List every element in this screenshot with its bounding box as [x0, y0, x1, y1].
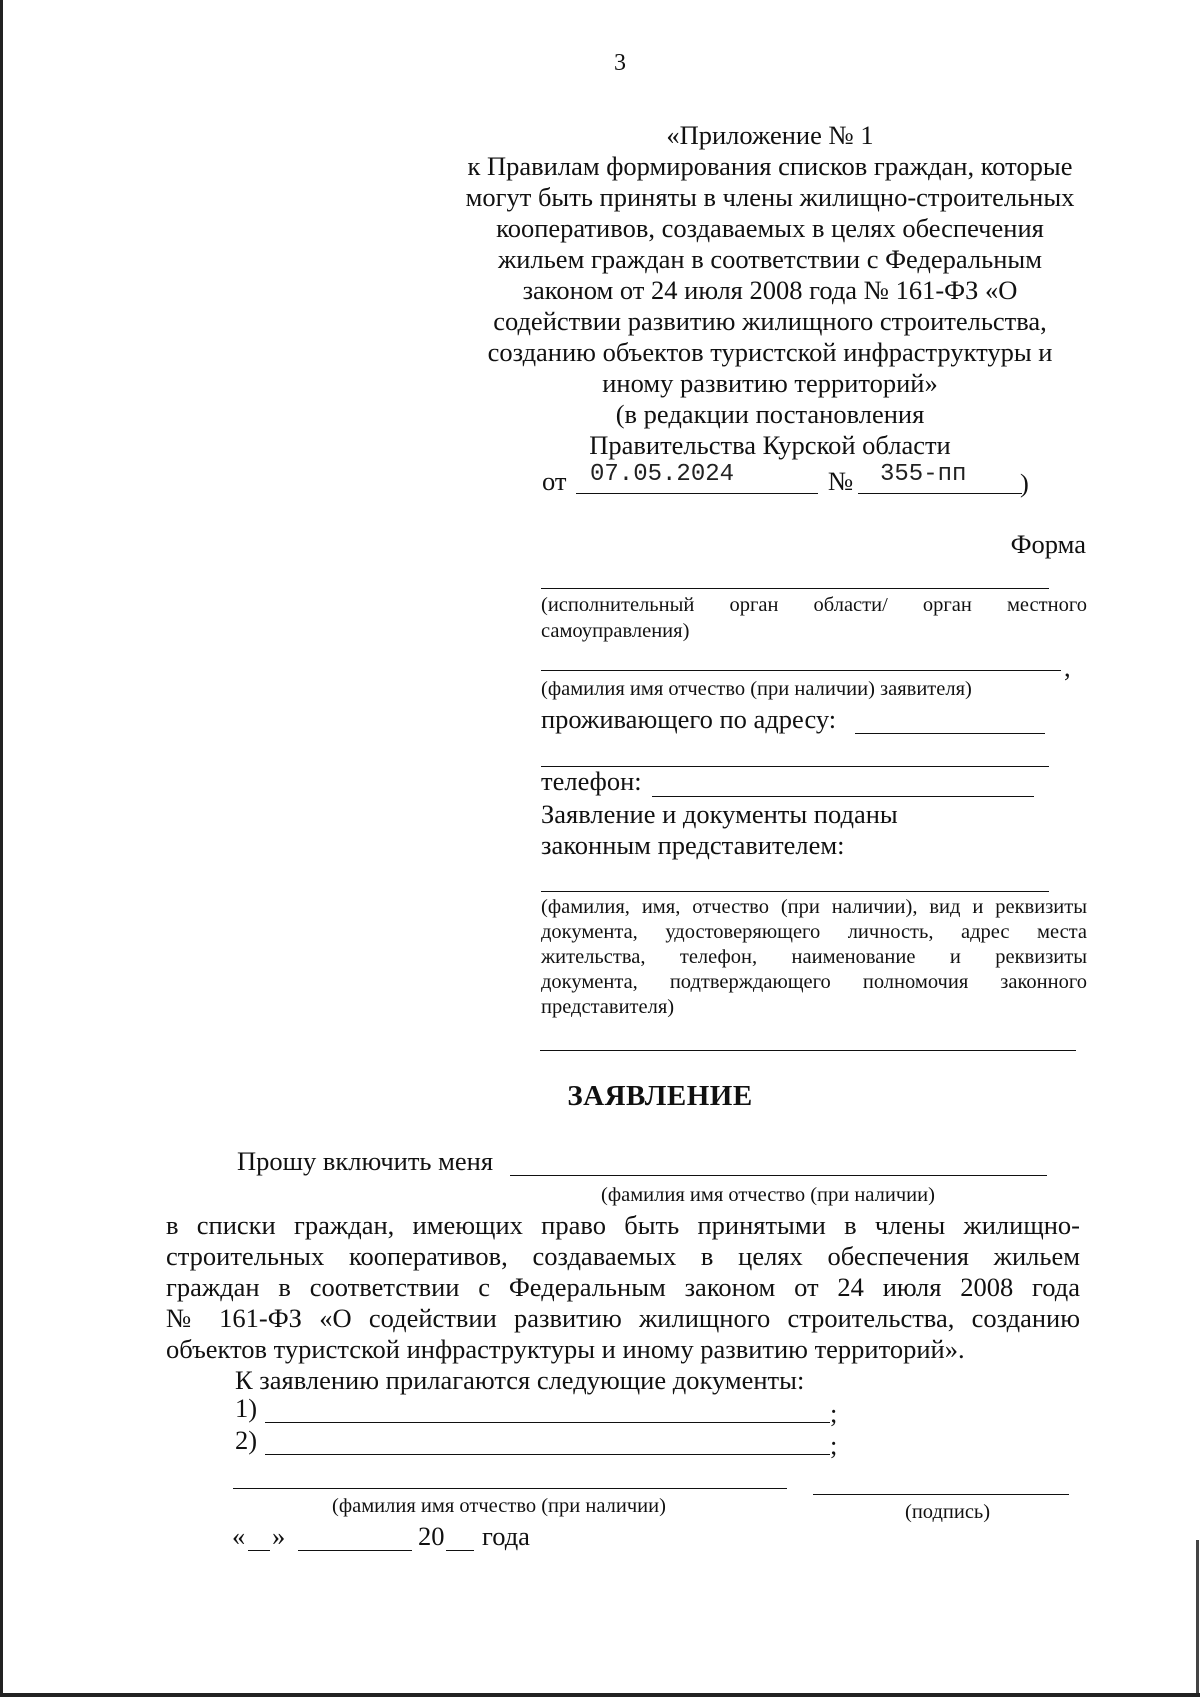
request-fio-caption: (фамилия имя отчество (при наличии) [601, 1184, 935, 1206]
resolution-close-paren: ) [1020, 468, 1029, 498]
resolution-number-line [858, 493, 1022, 494]
representative-caption-line: представителя) [541, 996, 675, 1018]
statement-body-line: в списки граждан, имеющих право быть принятыми в члены жилищно- [166, 1210, 1080, 1240]
representative-caption-line: жительства, телефон, наименование и реквизиты [541, 946, 1087, 968]
annex-line: жильем граждан в соответствии с Федеральным [498, 244, 1042, 274]
statement-body-line: строительных кооперативов, создаваемых в целях обеспечения жильем [166, 1241, 1080, 1271]
annex-line: законом от 24 июля 2008 года № 161-ФЗ «О [522, 275, 1018, 305]
applicant-fio-line[interactable] [541, 670, 1061, 671]
representative-caption-line: документа, подтверждающего полномочия законного [541, 971, 1087, 993]
attachment-1-end: ; [830, 1398, 838, 1428]
applicant-comma: , [1064, 652, 1071, 682]
annex-line: содействии развитию жилищного строительства, [493, 306, 1047, 336]
resolution-date-line [576, 493, 818, 494]
annex-line: созданию объектов туристской инфраструктуры и [487, 337, 1053, 367]
signature-fio-caption: (фамилия имя отчество (при наличии) [332, 1495, 666, 1517]
attachment-2-end: ; [830, 1430, 838, 1460]
request-fio-line[interactable] [510, 1175, 1047, 1176]
date-close-quote: » [272, 1521, 286, 1551]
representative-caption-line: документа, удостоверяющего личность, адрес места [541, 921, 1087, 943]
organ-caption-word: местного [1006, 594, 1087, 616]
organ-input-line[interactable] [541, 588, 1049, 589]
attachment-1-label: 1) [235, 1393, 258, 1423]
statement-body-line: объектов туристской инфраструктуры и иному развитию территорий». [166, 1334, 965, 1364]
representative-label-1: Заявление и документы поданы [541, 799, 898, 829]
annex-line: кооперативов, создаваемых в целях обеспечения [496, 213, 1044, 243]
representative-extra-line[interactable] [540, 1050, 1076, 1051]
resolution-date-value: 07.05.2024 [590, 461, 735, 488]
organ-caption [541, 593, 1087, 618]
organ-caption-word: орган [729, 594, 779, 616]
date-open-quote: « [232, 1521, 246, 1551]
annex-line: к Правилам формирования списков граждан, которые [467, 151, 1073, 181]
signature-line[interactable] [813, 1494, 1069, 1495]
organ-caption-line2: самоуправления) [541, 620, 690, 642]
organ-caption-word: области/ [813, 594, 888, 616]
signature-fio-line[interactable] [233, 1488, 787, 1489]
page-number: 3 [614, 50, 626, 76]
organ-caption-word: (исполнительный [541, 594, 695, 616]
representative-caption [541, 895, 1087, 1020]
statement-body-line: граждан в соответствии с Федеральным законом от 24 июля 2008 года [166, 1272, 1080, 1302]
annex-line: «Приложение № 1 [666, 120, 874, 150]
resolution-number-prefix: № [828, 466, 854, 496]
annex-line: Правительства Курской области [589, 430, 951, 460]
representative-label-2: законным представителем: [541, 830, 845, 860]
date-year-line[interactable] [446, 1550, 474, 1551]
form-label: Форма [1010, 529, 1086, 559]
date-day-line[interactable] [248, 1550, 270, 1551]
attachment-1-line[interactable] [265, 1422, 830, 1423]
representative-input-line[interactable] [541, 891, 1049, 892]
attachment-2-label: 2) [235, 1425, 258, 1455]
applicant-caption: (фамилия имя отчество (при наличии) заявителя) [541, 678, 972, 700]
resolution-date-prefix: от [542, 466, 567, 496]
scan-left-edge [0, 0, 3, 1697]
attachment-2-line[interactable] [265, 1454, 830, 1455]
annex-line: (в редакции постановления [615, 399, 925, 429]
annex-line: могут быть приняты в члены жилищно-строительных [465, 182, 1075, 212]
signature-caption: (подпись) [905, 1501, 991, 1523]
annex-header [450, 120, 1090, 461]
scan-right-edge [1196, 1540, 1199, 1697]
representative-caption-line: (фамилия, имя, отчество (при наличии), вид и реквизиты [541, 896, 1087, 918]
address-input-line-1[interactable] [855, 733, 1045, 734]
date-month-line[interactable] [298, 1550, 412, 1551]
address-label: проживающего по адресу: [541, 704, 837, 734]
date-year-suffix: года [482, 1521, 530, 1551]
annex-line: иному развитию территорий» [602, 368, 938, 398]
request-prefix: Прошу включить меня [237, 1146, 494, 1176]
resolution-number-value: 355-пп [880, 461, 967, 488]
date-year-prefix: 20 [418, 1521, 445, 1551]
scan-bottom-edge [0, 1693, 1200, 1697]
organ-caption-word: орган [922, 594, 972, 616]
phone-input-line[interactable] [652, 796, 1034, 797]
attachments-intro: К заявлению прилагаются следующие документы: [235, 1365, 805, 1395]
phone-label: телефон: [541, 766, 642, 796]
statement-body [166, 1210, 1080, 1365]
statement-title: ЗАЯВЛЕНИЕ [567, 1080, 753, 1112]
statement-body-line: № 161-ФЗ «О содействии развитию жилищного строительства, созданию [166, 1303, 1080, 1333]
